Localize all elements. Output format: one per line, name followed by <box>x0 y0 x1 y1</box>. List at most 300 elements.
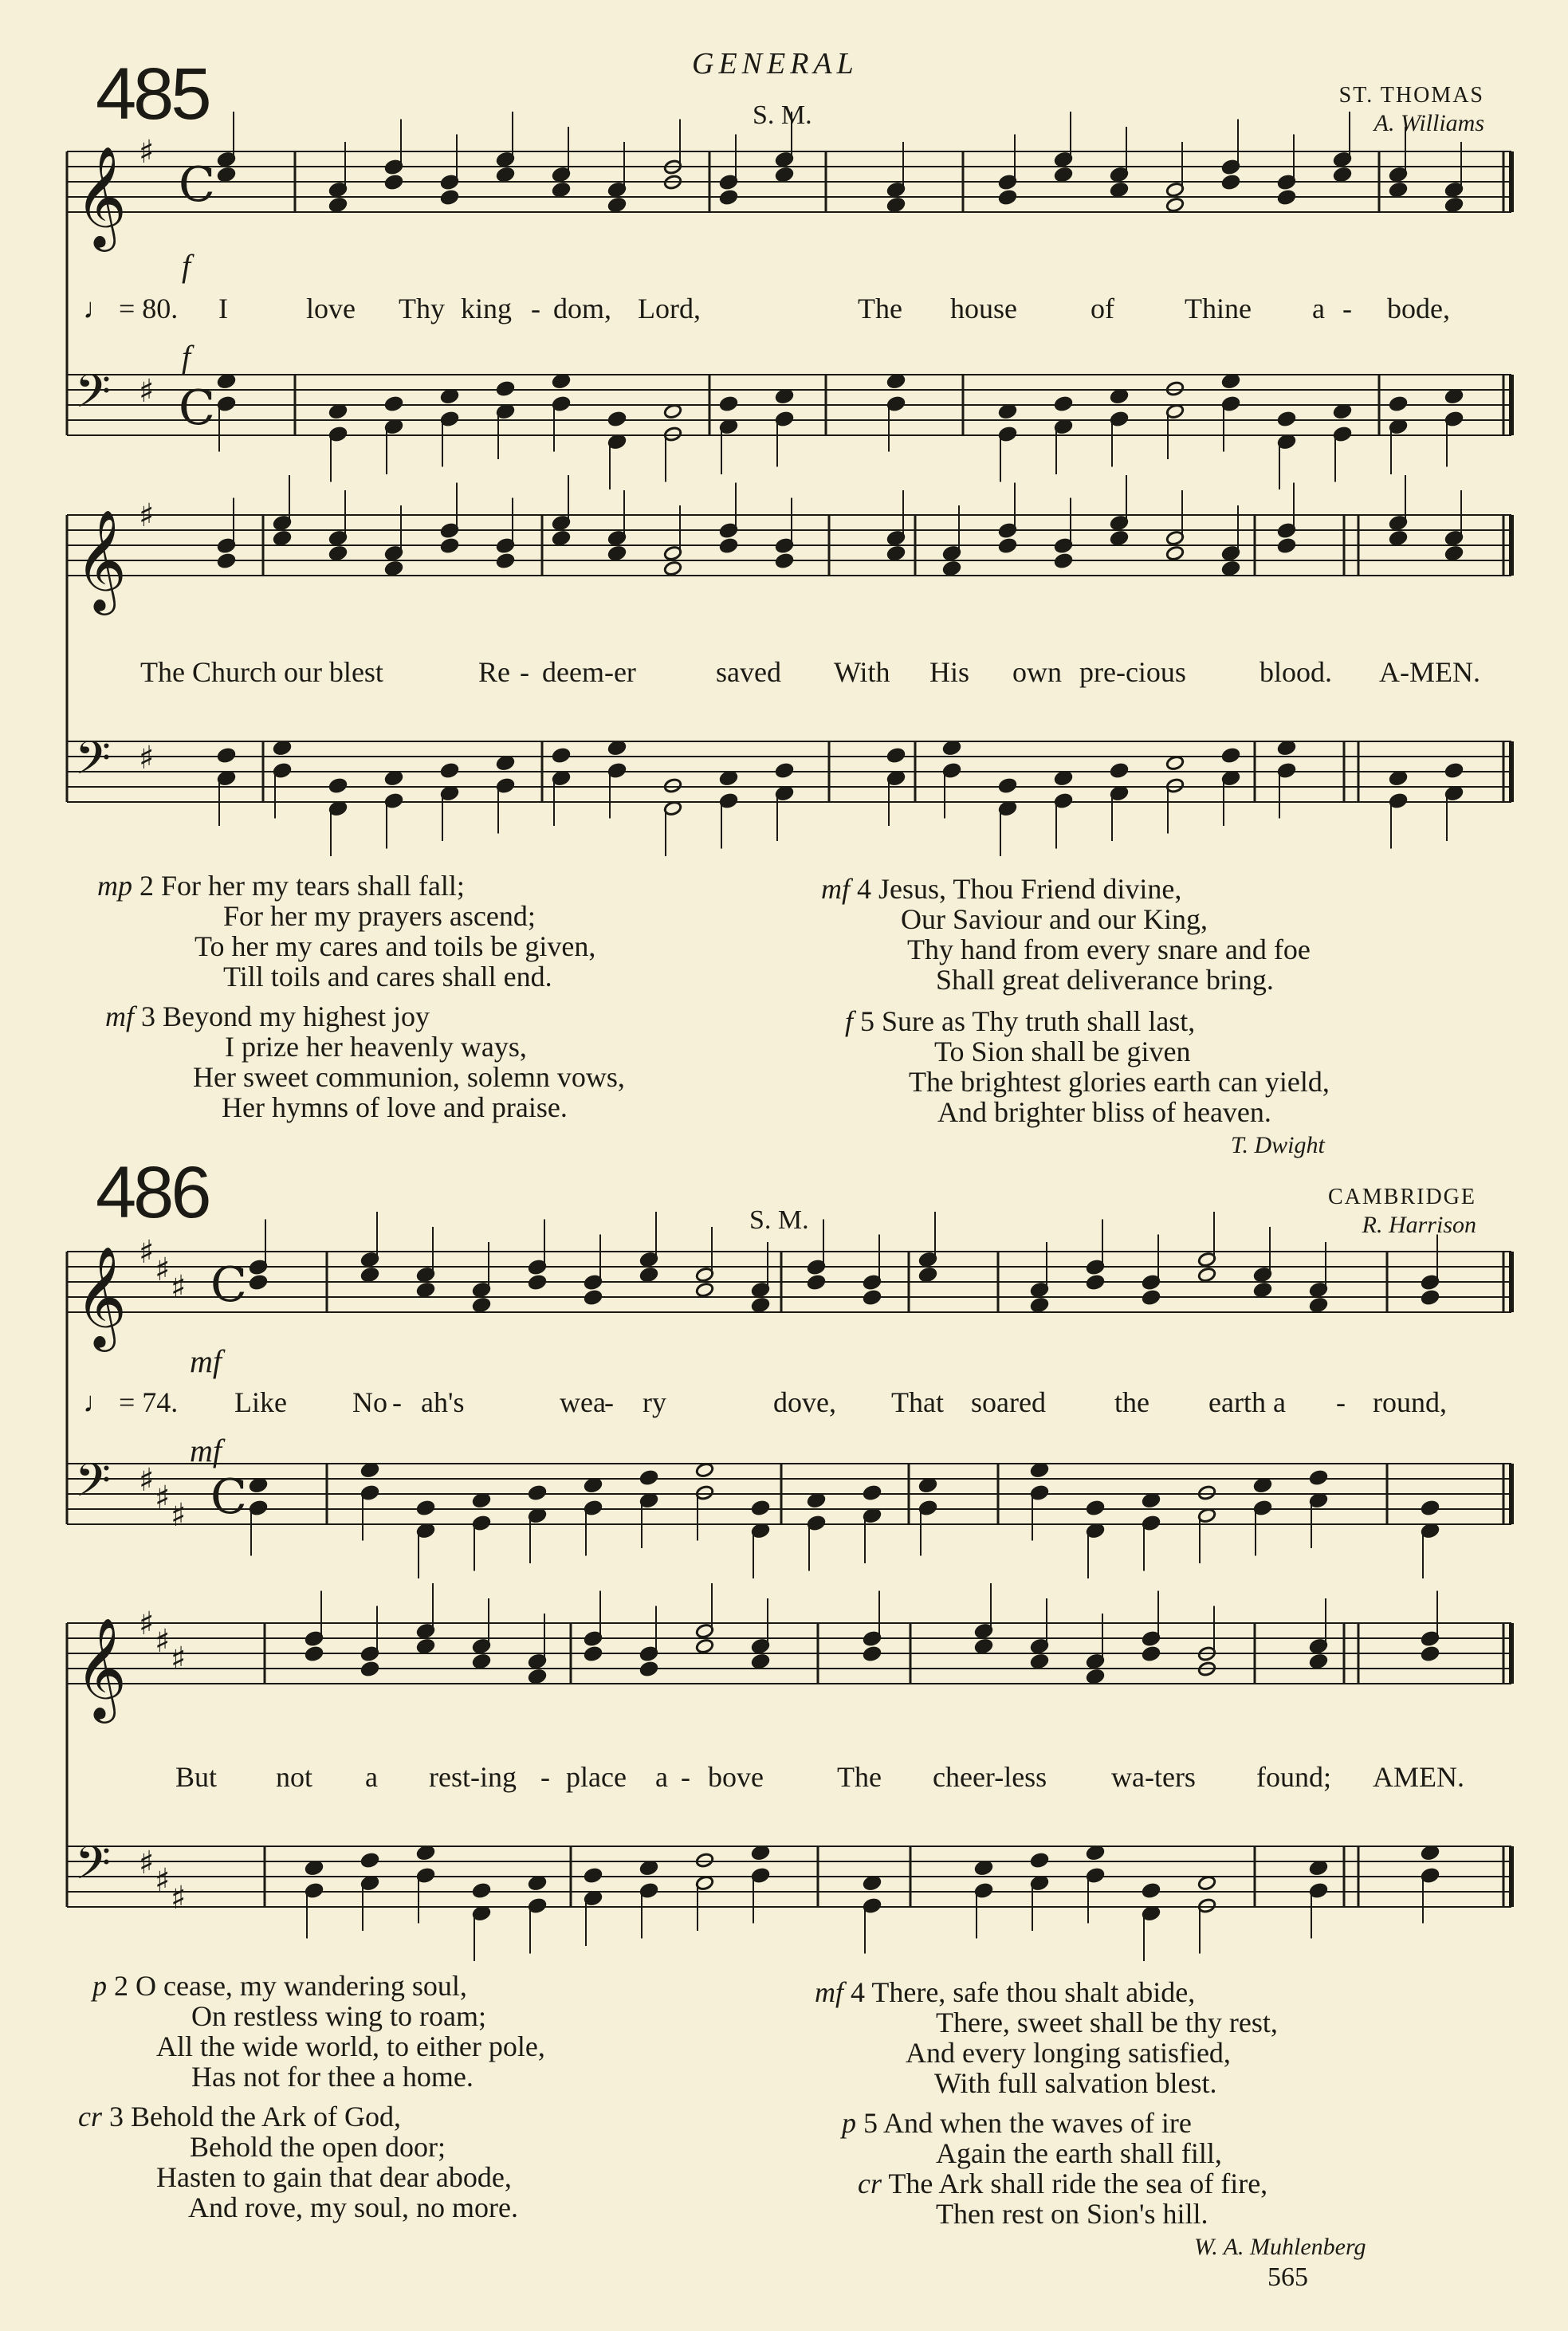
lyric-syllable: a <box>655 1761 668 1793</box>
notehead <box>472 1492 491 1508</box>
tempo-marking: ♩ = 80. <box>83 293 179 324</box>
lyric-syllable: soared <box>971 1386 1046 1418</box>
notehead <box>472 1883 491 1899</box>
bass-clef-icon: 𝄢 <box>75 1453 112 1519</box>
notehead <box>863 1290 882 1306</box>
notehead <box>695 1462 714 1478</box>
lyric-syllable: ah's <box>421 1386 465 1418</box>
notehead <box>528 1275 547 1291</box>
notehead <box>886 197 906 213</box>
lyric-syllable: No <box>352 1386 387 1418</box>
notehead <box>1421 1646 1440 1662</box>
notehead <box>584 1290 603 1306</box>
lyric-syllable: That <box>891 1386 944 1418</box>
notehead <box>416 1638 435 1654</box>
lyric-syllable: round, <box>1373 1386 1447 1418</box>
notehead <box>328 545 348 561</box>
sharp-icon: ♯ <box>155 1252 171 1288</box>
tune-name: CAMBRIDGE <box>1327 1185 1476 1209</box>
notehead <box>719 770 738 786</box>
notehead <box>639 1470 658 1486</box>
notehead <box>719 396 738 412</box>
lyric-syllable: Lord, <box>638 293 701 324</box>
notehead <box>328 197 348 213</box>
notehead <box>775 167 794 183</box>
notehead <box>719 538 738 554</box>
notehead <box>807 1275 826 1291</box>
notehead <box>305 1646 324 1662</box>
author: T. Dwight <box>1231 1132 1325 1158</box>
notehead <box>416 1845 435 1861</box>
lyric-syllable: wea <box>560 1386 606 1418</box>
lyric-syllable: The <box>837 1761 882 1793</box>
notehead <box>998 778 1017 794</box>
notehead <box>607 197 627 213</box>
notehead <box>360 1462 379 1478</box>
stanza-line: For her my tears shall fall; <box>161 870 465 902</box>
notehead <box>639 1860 658 1876</box>
author: W. A. Muhlenberg <box>1194 2234 1366 2260</box>
stanza-line: There, safe thou shalt abide, <box>871 1976 1196 2008</box>
notehead <box>1110 388 1129 404</box>
lyric-syllable: king <box>461 293 513 324</box>
lyric-syllable: a <box>1312 293 1325 324</box>
notehead <box>440 388 459 404</box>
notehead <box>974 1638 993 1654</box>
lyric-syllable: - <box>392 1386 402 1418</box>
notehead <box>1142 1883 1161 1899</box>
notehead <box>751 1653 770 1669</box>
notehead <box>998 190 1017 206</box>
notehead <box>440 190 459 206</box>
notehead <box>775 553 794 569</box>
notehead <box>1444 197 1464 213</box>
lyric-syllable: blood. <box>1260 656 1333 688</box>
lyric-syllable: - <box>1336 1386 1346 1418</box>
stanza-line: O cease, my wandering soul, <box>136 1970 467 2002</box>
stanza-line: To Sion shall be given <box>934 1036 1191 1067</box>
notehead <box>663 778 682 794</box>
notehead <box>807 1492 826 1508</box>
notehead <box>663 403 682 419</box>
notehead <box>360 1267 379 1283</box>
notehead <box>1030 1462 1049 1478</box>
tune-name: ST. THOMAS <box>1338 83 1484 108</box>
notehead <box>1277 740 1296 756</box>
notehead <box>384 560 403 576</box>
stanza-number: 3 <box>109 2101 124 2132</box>
lyric-syllable: bode, <box>1387 293 1450 324</box>
page-header: GENERAL <box>692 47 859 81</box>
notehead <box>1389 396 1408 412</box>
notehead <box>496 167 515 183</box>
notehead <box>217 167 236 183</box>
lyric-syllable: The Church our blest <box>140 656 383 688</box>
notehead <box>1086 1500 1105 1516</box>
notehead <box>1444 388 1464 404</box>
notehead <box>217 373 236 389</box>
common-time-icon: C <box>210 1257 247 1313</box>
stanza <box>821 874 1311 995</box>
notehead <box>775 763 794 779</box>
stanza-line: Behold the Ark of God, <box>131 2101 401 2132</box>
notehead <box>305 1860 324 1876</box>
notehead <box>1389 530 1408 546</box>
notehead <box>751 1500 770 1516</box>
lyric-syllable: AMEN. <box>1373 1761 1464 1793</box>
notehead <box>1197 1485 1216 1501</box>
stanza-mark: mp <box>97 870 132 902</box>
notehead <box>1421 1290 1440 1306</box>
notehead <box>1165 545 1185 561</box>
composer: R. Harrison <box>1362 1212 1476 1238</box>
stanza <box>97 871 595 992</box>
notehead <box>1421 1500 1440 1516</box>
sharp-icon: ♯ <box>171 1269 187 1306</box>
sharp-icon: ♯ <box>139 373 155 410</box>
stanza <box>815 1977 1278 2098</box>
hymn-number: 485 <box>96 53 209 135</box>
notehead <box>328 403 348 419</box>
stanza-number: 3 <box>141 1000 155 1032</box>
notehead <box>416 1500 435 1516</box>
notehead <box>1110 763 1129 779</box>
notehead <box>1389 182 1408 198</box>
stanza-line: The brightest glories earth can yield, <box>909 1066 1330 1098</box>
notehead <box>1142 1290 1161 1306</box>
sharp-icon: ♯ <box>139 740 155 776</box>
lyric-syllable: not <box>276 1761 313 1793</box>
lyric-syllable: - <box>604 1386 614 1418</box>
notehead <box>416 1282 435 1298</box>
notehead <box>1277 411 1296 427</box>
notehead <box>863 1875 882 1891</box>
notehead <box>1389 770 1408 786</box>
sharp-icon: ♯ <box>139 1462 155 1499</box>
sharp-icon: ♯ <box>139 497 155 534</box>
notehead <box>863 1485 882 1501</box>
notehead <box>998 403 1017 419</box>
notehead <box>886 748 906 764</box>
stanza-line: The Ark shall ride the sea of fire, <box>888 2168 1268 2199</box>
notehead <box>552 182 571 198</box>
common-time-icon: C <box>179 380 215 436</box>
stanza <box>845 1006 1330 1127</box>
notehead <box>273 530 292 546</box>
notehead <box>1197 1267 1216 1283</box>
stanza <box>842 2108 1222 2168</box>
notehead <box>751 1845 770 1861</box>
stanza-line: Then rest on Sion's hill. <box>936 2198 1208 2230</box>
stanza-number: 4 <box>851 1976 865 2008</box>
stanza-line: And when the waves of ire <box>883 2107 1192 2139</box>
notehead <box>496 755 515 771</box>
notehead <box>328 778 348 794</box>
sharp-icon: ♯ <box>155 1623 171 1660</box>
sharp-icon: ♯ <box>155 1862 171 1899</box>
notehead <box>1221 748 1240 764</box>
dynamic-marking: f <box>182 339 191 375</box>
stanza-line: All the wide world, to either pole, <box>156 2030 545 2062</box>
lyric-syllable: love <box>306 293 356 324</box>
notehead <box>552 530 571 546</box>
treble-clef-icon: 𝄞 <box>75 1245 128 1347</box>
notehead <box>528 1669 547 1684</box>
stanza-line: Beyond my highest joy <box>163 1000 430 1032</box>
notehead <box>552 373 571 389</box>
stanza <box>92 1971 545 2092</box>
dynamic-marking: mf <box>190 1343 222 1379</box>
notehead <box>1333 403 1352 419</box>
lyric-syllable: Thine <box>1185 293 1252 324</box>
notehead <box>1165 755 1185 771</box>
notehead <box>607 545 627 561</box>
notehead <box>607 411 627 427</box>
notehead <box>1165 197 1185 213</box>
stanza-number: 4 <box>857 873 871 905</box>
notehead <box>1221 175 1240 191</box>
notehead <box>863 1646 882 1662</box>
notehead <box>1086 1275 1105 1291</box>
notehead <box>663 560 682 576</box>
stanza <box>78 2101 518 2223</box>
lyric-syllable: - <box>520 656 529 688</box>
lyric-syllable: bove <box>708 1761 764 1793</box>
notehead <box>1333 167 1352 183</box>
stanza-line: And every longing satisfied, <box>906 2037 1231 2069</box>
stanza-line: And brighter bliss of heaven. <box>937 1096 1271 1128</box>
stanza-mark: p <box>92 1970 107 2002</box>
notehead <box>273 740 292 756</box>
notehead <box>775 388 794 404</box>
notehead <box>1054 770 1073 786</box>
lyric-syllable: Like <box>234 1386 287 1418</box>
notehead <box>1086 1669 1105 1684</box>
lyric-syllable: the <box>1114 1386 1149 1418</box>
common-time-icon: C <box>179 157 215 213</box>
lyric-syllable: - <box>1342 293 1352 324</box>
bass-clef-icon: 𝄢 <box>75 731 112 796</box>
lyric-syllable: found; <box>1256 1761 1331 1793</box>
lyric-syllable: - <box>531 293 540 324</box>
stanza-line: To her my cares and toils be given, <box>195 930 596 962</box>
lyric-syllable: deem-er <box>542 656 636 688</box>
stanza-line: For her my prayers ascend; <box>223 900 536 932</box>
notehead <box>1309 1860 1328 1876</box>
notehead <box>1054 167 1073 183</box>
sharp-icon: ♯ <box>171 1497 187 1534</box>
notehead <box>1165 381 1185 397</box>
lyric-syllable: pre-cious <box>1079 656 1186 688</box>
notehead <box>440 763 459 779</box>
notehead <box>1030 1853 1049 1869</box>
notehead <box>1030 1653 1049 1669</box>
stanza <box>105 1001 625 1122</box>
meter: S. M. <box>753 100 812 130</box>
notehead <box>1030 1297 1049 1313</box>
notehead <box>918 1267 937 1283</box>
meter: S. M. <box>749 1205 809 1235</box>
notehead <box>1110 182 1129 198</box>
sharp-icon: ♯ <box>139 1845 155 1881</box>
lyric-syllable: His <box>929 656 970 688</box>
stanza-line: Her hymns of love and praise. <box>222 1091 568 1123</box>
notehead <box>1221 373 1240 389</box>
stanza-line: I prize her heavenly ways, <box>225 1031 527 1063</box>
notehead <box>1309 1653 1328 1669</box>
notehead <box>472 1653 491 1669</box>
lyric-syllable: - <box>681 1761 690 1793</box>
notehead <box>1253 1282 1272 1298</box>
stanza-number: 2 <box>114 1970 128 2002</box>
stanza-number: 5 <box>860 1005 875 1037</box>
notehead <box>1054 396 1073 412</box>
notehead <box>1110 530 1129 546</box>
treble-clef-icon: 𝄞 <box>75 145 128 247</box>
notehead <box>639 1661 658 1677</box>
lyric-syllable: a <box>365 1761 378 1793</box>
notehead <box>886 373 906 389</box>
lyric-syllable: Thy <box>399 293 445 324</box>
notehead <box>1309 1470 1328 1486</box>
stanza-line: Has not for thee a home. <box>191 2061 474 2093</box>
lyric-syllable: of <box>1091 293 1114 324</box>
sharp-icon: ♯ <box>171 1641 187 1677</box>
notehead <box>695 1638 714 1654</box>
composer: A. Williams <box>1373 110 1484 136</box>
notehead <box>1221 560 1240 576</box>
page-number: 565 <box>1267 2262 1308 2292</box>
dynamic-marking: f <box>182 248 191 284</box>
dynamic-marking: mf <box>190 1433 222 1468</box>
lyric-syllable: I <box>218 293 228 324</box>
hymn-number: 486 <box>96 1152 209 1233</box>
notehead <box>249 1275 268 1291</box>
tempo-marking: ♩ = 74. <box>83 1386 179 1418</box>
lyric-syllable: wa-ters <box>1111 1761 1196 1793</box>
lyric-syllable: dove, <box>773 1386 836 1418</box>
notehead <box>496 381 515 397</box>
notehead <box>1142 1492 1161 1508</box>
notehead <box>695 1282 714 1298</box>
notehead <box>360 1661 379 1677</box>
treble-clef-icon: 𝄞 <box>75 509 128 611</box>
stanza <box>858 2168 1267 2229</box>
stanza-line: Sure as Thy truth shall last, <box>882 1005 1196 1037</box>
lyric-syllable: Re <box>478 656 510 688</box>
stanza-line: On restless wing to roam; <box>191 2000 486 2032</box>
notehead <box>1086 1845 1105 1861</box>
stanza-number: 5 <box>863 2107 878 2139</box>
lyric-syllable: With <box>834 656 890 688</box>
notehead <box>1444 545 1464 561</box>
notehead <box>1444 763 1464 779</box>
sharp-icon: ♯ <box>139 1234 155 1271</box>
stanza-mark: mf <box>815 1976 843 2008</box>
sharp-icon: ♯ <box>139 134 155 171</box>
notehead <box>552 748 571 764</box>
bass-clef-icon: 𝄢 <box>75 364 112 430</box>
stanza-line: Jesus, Thou Friend divine, <box>878 873 1182 905</box>
notehead <box>584 1646 603 1662</box>
notehead <box>384 396 403 412</box>
notehead <box>440 538 459 554</box>
stanza-mark: mf <box>821 873 850 905</box>
stanza-mark: mf <box>105 1000 134 1032</box>
stanza-line: Her sweet communion, solemn vows, <box>193 1061 625 1093</box>
lyric-syllable: A-MEN. <box>1379 656 1480 688</box>
lyric-syllable: The <box>858 293 902 324</box>
lyric-syllable: cheer-less <box>933 1761 1047 1793</box>
bass-clef-icon: 𝄢 <box>75 1836 112 1901</box>
notehead <box>1277 538 1296 554</box>
stanza-line: Thy hand from every snare and foe <box>907 934 1311 965</box>
lyric-syllable: But <box>175 1761 218 1793</box>
notehead <box>886 545 906 561</box>
lyric-syllable: - <box>540 1761 550 1793</box>
notehead <box>1277 190 1296 206</box>
notehead <box>528 1485 547 1501</box>
lyric-syllable: house <box>950 293 1017 324</box>
stanza-line: And rove, my soul, no more. <box>188 2191 518 2223</box>
notehead <box>1309 1297 1328 1313</box>
stanza-mark: cr <box>78 2101 102 2132</box>
notehead <box>584 1477 603 1493</box>
notehead <box>360 1853 379 1869</box>
notehead <box>1054 553 1073 569</box>
sharp-icon: ♯ <box>155 1480 171 1516</box>
notehead <box>217 553 236 569</box>
common-time-icon: C <box>210 1469 247 1525</box>
lyric-syllable: place <box>566 1761 627 1793</box>
stanza-line: Our Saviour and our King, <box>901 903 1208 935</box>
stanza-line: Hasten to gain that dear abode, <box>156 2161 512 2193</box>
lyric-syllable: own <box>1012 656 1062 688</box>
notehead <box>249 1477 268 1493</box>
lyric-syllable: earth a <box>1208 1386 1286 1418</box>
lyric-syllable: saved <box>716 656 781 688</box>
stanza-line: Behold the open door; <box>190 2131 446 2163</box>
notehead <box>607 740 627 756</box>
lyric-syllable: dom, <box>553 293 612 324</box>
notehead <box>974 1860 993 1876</box>
notehead <box>528 1875 547 1891</box>
notehead <box>1253 1477 1272 1493</box>
stanza-line: There, sweet shall be thy rest, <box>936 2007 1278 2038</box>
notehead <box>719 190 738 206</box>
notehead <box>496 553 515 569</box>
notehead <box>998 538 1017 554</box>
lyric-syllable: rest-ing <box>429 1761 517 1793</box>
stanza-mark: f <box>845 1005 854 1037</box>
notehead <box>751 1297 770 1313</box>
stanza-line: Again the earth shall fill, <box>936 2137 1222 2169</box>
notehead <box>1197 1875 1216 1891</box>
stanza-line: With full salvation blest. <box>934 2067 1217 2099</box>
notehead <box>384 175 403 191</box>
treble-clef-icon: 𝄞 <box>75 1617 128 1719</box>
notehead <box>472 1297 491 1313</box>
notehead <box>639 1267 658 1283</box>
stanza-line: Shall great deliverance bring. <box>936 964 1274 996</box>
notehead <box>1421 1845 1440 1861</box>
notehead <box>942 740 961 756</box>
stanza-line: Till toils and cares shall end. <box>223 961 552 993</box>
sharp-icon: ♯ <box>139 1606 155 1642</box>
sharp-icon: ♯ <box>171 1880 187 1916</box>
notehead <box>384 770 403 786</box>
stanza-mark: p <box>842 2107 856 2139</box>
